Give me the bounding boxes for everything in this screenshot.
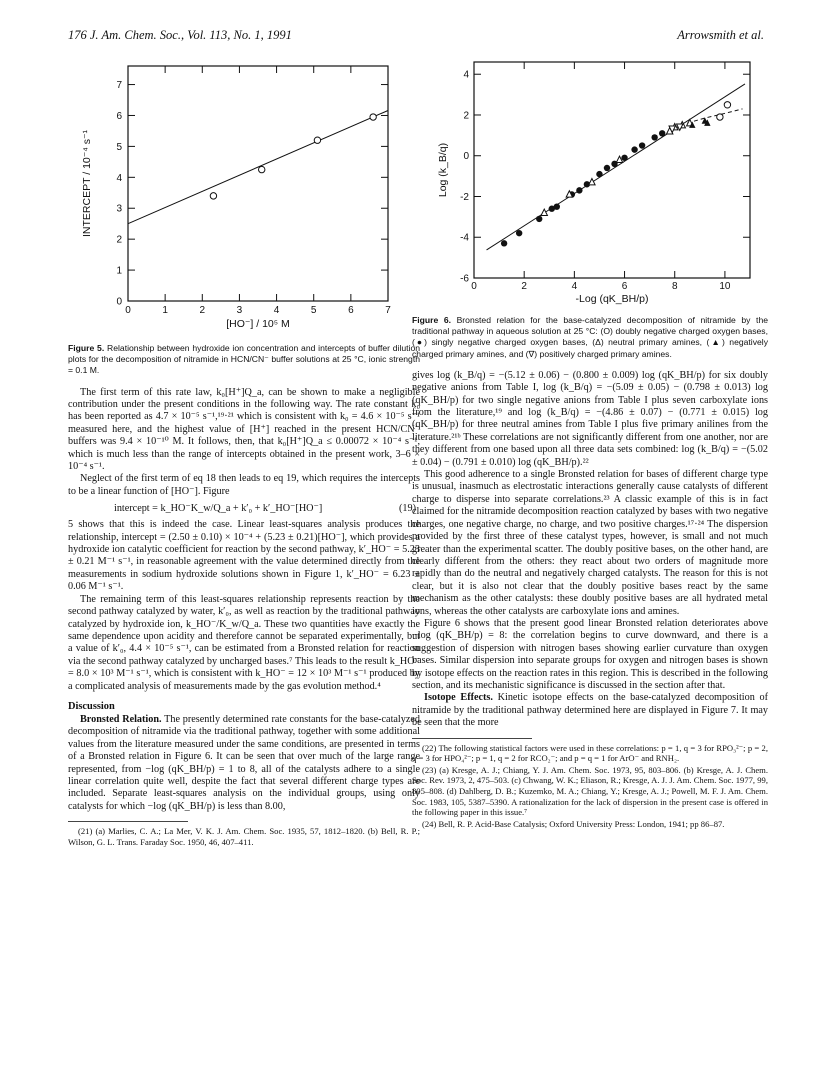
data-point	[717, 114, 723, 120]
x-tick-label: 0	[125, 305, 131, 316]
data-point	[554, 203, 560, 209]
footnote-rule	[412, 738, 532, 739]
plot-frame	[128, 66, 388, 301]
paragraph: Neglect of the first term of eq 18 then leads to eq 19, which requires the intercepts to be a linear function of [HO⁻]. Figure	[68, 473, 420, 497]
data-point	[541, 209, 547, 215]
y-tick-label: 4	[116, 172, 122, 184]
paragraph: Figure 6 shows that the present good linear Bronsted relation deteriorates above −log (qK_BH/p) = 8: the correlation begins to curve downward, and there is a suggestion of dispersion with nitrogen bases showing earlier curvature than oxygen bases. Similar dispersion into separate groups for oxygen and nitrogen bases is shown by isotope effects on the reaction rates in this region. This is described in the following section, and its mechanistic significance is discussed in the section after that.	[412, 617, 768, 691]
x-tick-label: 2	[521, 281, 527, 292]
data-point	[536, 216, 542, 222]
data-point	[259, 166, 265, 172]
y-axis-label: INTERCEPT / 10⁻⁴ s⁻¹	[81, 129, 93, 238]
figure-5-caption	[68, 343, 420, 377]
x-axis-label: -Log (qK_BH/p)	[575, 293, 649, 305]
y-tick-label: 0	[116, 296, 122, 308]
x-tick-label: 4	[571, 281, 578, 292]
paragraph	[68, 714, 420, 813]
paragraph	[412, 692, 768, 729]
right-column	[412, 56, 768, 830]
paragraph: 5 shows that this is indeed the case. Linear least-squares analysis produces the relationship, intercept = (2.50 ± 0.10) × 10⁻⁴ + (5.23 ± 0.21)[HO⁻], which provides a hydroxide ion catalytic coefficient for reaction by the second pathway, k′_HO⁻ = 5.23 ± 0.21 M⁻¹ s⁻¹, in reasonable agreement with the value determined directly from the measurements in sodium hydroxide solutions shown in Figure 1, k′_HO⁻ = 6.23 ± 0.06 M⁻¹ s⁻¹.	[68, 519, 420, 593]
figure-5	[68, 56, 420, 377]
data-point	[516, 230, 522, 236]
footnotes-left	[68, 821, 420, 847]
footnote-rule	[68, 821, 188, 822]
data-point	[576, 187, 582, 193]
data-point	[659, 130, 665, 136]
paragraph-body: The presently determined rate constants for the base-catalyzed decomposition of nitramide via the traditional pathway, together with some additional values from the literature measured under the same conditions, are presented in terms of a Bronsted relation in Figure 6. It can be seen that over much of the large range represented, from −log (qK_BH/p) = 1 to 8, all of the catalysts adhere to a single linear correlation quite well, despite the fact that several different charge types are included. Separate least-squares analysis on the individual groups, using only catalysts for which −log (qK_BH/p) is less than 8.00,	[68, 713, 420, 812]
y-tick-label: 0	[463, 151, 469, 163]
paragraph: gives log (k_B/q) = −(5.12 ± 0.06) − (0.800 ± 0.009) log (qK_BH/p) for six doubly negative anions from Table I, log (k_B/q) = −(5.09 ± 0.05) − (0.798 ± 0.013) log (qK_BH/p) for two single negative anions from Table I plus seven carboxylate ions from the literature,¹⁹ and log (k_B/q) = −(4.86 ± 0.07) − (0.771 ± 0.015) log (qK_BH/p) for three neutral amines from Table I plus five primary anilines from the literature.²¹ᵇ These correlations are not significantly different from one another, nor are they different from one based upon all three data sets combined: log (k_B/q) = −(5.02 ± 0.04) − (0.791 ± 0.010) log (qK_BH/p).²²	[412, 369, 768, 468]
equation-19	[68, 503, 420, 514]
paragraph-lead: Bronsted Relation.	[80, 713, 162, 725]
y-tick-label: 2	[463, 110, 469, 122]
figure-6-caption	[412, 315, 768, 360]
journal-citation: 176 J. Am. Chem. Soc., Vol. 113, No. 1, 1991	[68, 28, 292, 42]
paragraph-lead: Isotope Effects.	[424, 692, 493, 704]
data-point	[639, 142, 645, 148]
data-point	[604, 165, 610, 171]
data-point	[724, 102, 730, 108]
x-tick-label: 8	[671, 281, 678, 292]
y-tick-label: 2	[116, 234, 122, 246]
page-header	[68, 28, 764, 46]
figure-5-chart	[68, 56, 420, 334]
section-heading: Discussion	[68, 700, 115, 712]
data-point	[589, 179, 595, 185]
y-tick-label: 3	[116, 203, 122, 215]
figure-5-label: Figure 5.	[68, 343, 105, 353]
x-tick-label: 6	[348, 305, 354, 316]
footnote-22: (22) The following statistical factors were used in these correlations: p = 1, q = 3 for RPO₃²⁻; p = 2, q = 3 for HPO₄²⁻; p = 1, q = 2 for RCO₂⁻; and p = q = 1 for ArO⁻ and RNH₂.	[412, 742, 768, 764]
equation-expression: intercept = k_HO⁻K_w/Q_a + k′₀ + k′_HO⁻[HO⁻]	[114, 503, 323, 515]
data-point	[631, 146, 637, 152]
data-point	[596, 171, 602, 177]
y-tick-label: -6	[460, 273, 469, 285]
figure-5-caption-text: Relationship between hydroxide ion concentration and intercepts of buffer dilution plots for the decomposition of nitramide in HCN/CN⁻ buffer solutions at 25 °C, ionic strength = 0.1 M.	[68, 343, 420, 376]
x-axis-label: [HO⁻] / 10⁵ M	[226, 318, 290, 330]
equation-number: (19)	[399, 503, 416, 515]
x-tick-label: 0	[471, 281, 477, 292]
footnote-24: (24) Bell, R. P. Acid-Base Catalysis; Oxford University Press: London, 1941; pp 86–87.	[422, 818, 725, 829]
figure-6-caption-text: Bronsted relation for the base-catalyzed decomposition of nitramide by the traditional pathway in aqueous solution at 25 °C: (O) doubly negative charged oxygen bases, (●) singly negative charged oxygen bases, (Δ) neutral primary amines, (▲) negatively charged primary amines, and (∇) positively charged primary amines.	[412, 315, 768, 359]
plot-frame	[474, 62, 750, 278]
y-tick-label: 4	[463, 69, 469, 81]
figure-6-label: Figure 6.	[412, 315, 451, 325]
paragraph-body: Kinetic isotope effects on the base-catalyzed decomposition of nitramide by the traditional pathway determined here are displayed in Figure 7. It may be seen that the more	[412, 692, 768, 729]
footnotes-right	[412, 738, 768, 830]
y-tick-label: 1	[116, 265, 122, 277]
fit-line	[128, 110, 388, 223]
footnote-23: (23) (a) Kresge, A. J.; Chiang, Y. J. Am. Chem. Soc. 1973, 95, 803–806. (b) Kresge, A. J. Chem. Soc. Rev. 1973, 2, 475–503. (c) Chwang, W. K.; Eliason, R.; Kresge, A. J. J. Am. Chem. Soc. 1977, 99, 805–808. (d) Dahlberg, D. B.; Kuzemko, M. A.; Chiang, Y.; Kresge, A. J.; Powell, M. F. J. Am. Chem. Soc. 1983, 105, 5387–5390. A rationalization for the lack of dispersion in the present case is offered in the following paper in this issue.⁷	[412, 764, 768, 818]
y-tick-label: -4	[460, 232, 469, 244]
paragraph: The remaining term of this least-squares relationship represents reaction by the second pathway catalyzed by water, k′₀, as well as reaction by the traditional pathway catalyzed by hydroxide ion, k_HO⁻/K_w/Q_a. These two quantities have exactly the same dependence upon acidity and therefore cannot be separated experimentally, but a value of k′₀, 4.4 × 10⁻⁵ s⁻¹, can be estimated from a Bronsted relation for reaction via the second pathway catalyzed by uncharged bases.⁷ This leads to the result k_HO⁻ = 8.0 × 10³ M⁻¹ s⁻¹, which is consistent with k_HO⁻ = 12 × 10³ M⁻¹ s⁻¹ produced by a complicated analysis of measurements made by the gas evolution method.⁴	[68, 593, 420, 692]
data-point	[314, 137, 320, 143]
figure-6-chart	[412, 56, 768, 306]
x-tick-label: 7	[385, 305, 391, 316]
y-axis-label: Log (k_B/q)	[437, 142, 449, 198]
data-point	[621, 155, 627, 161]
data-point	[651, 134, 657, 140]
x-tick-label: 4	[273, 305, 280, 316]
y-tick-label: -2	[460, 191, 469, 203]
x-tick-label: 1	[162, 305, 168, 316]
left-column	[68, 56, 420, 848]
figure-6	[412, 56, 768, 360]
x-tick-label: 10	[719, 281, 731, 292]
data-point	[501, 240, 507, 246]
x-tick-label: 3	[236, 305, 243, 316]
x-tick-label: 2	[199, 305, 206, 316]
x-tick-label: 6	[621, 281, 628, 292]
authors: Arrowsmith et al.	[677, 28, 764, 42]
paragraph: This good adherence to a single Bronsted relation for bases of different charge type is unusual, inasmuch as electrostatic interactions generally cause catalysts of different charge to disperse into separate correlations.²³ A classic example of this is in fact claimed for the nitramide decomposition reaction catalyzed by bases with two negative charges, one negative charge, no charge, and two positive charges.¹⁷·²⁴ The dispersion provided by the first three of these catalyst types, however, is small and not much greater than the experimental scatter. The doubly positive bases, on the other hand, are clearly different from the others: they react about two orders of magnitude more rapidly than do the neutral and negatively charged catalysts. The reason for this is not clear, but it is also not clear that the doubly positive bases react by the same mechanism as the other catalysts: these doubly positive bases are all hydrated metal ions, whereas the other catalysts are carboxylate ions and amines.	[412, 469, 768, 617]
x-tick-label: 5	[310, 305, 317, 316]
y-tick-label: 5	[116, 141, 122, 153]
paragraph: The first term of this rate law, k₀[H⁺]Q_a, can be shown to make a negligible contribution under the present conditions in the following way. The rate constant k₀ has been reported as 4.7 × 10⁻⁵ s⁻¹,¹⁹·²¹ which is consistent with k₀ = 4.6 × 10⁻⁵ s⁻¹ measured here, and the highest value of [H⁺] reached in the present HCN/CN⁻ buffers was 9.4 × 10⁻¹⁰ M. It follows, then, that k₀[H⁺]Q_a ≤ 0.00072 × 10⁻⁴ s⁻¹, which is much less than the range of intercepts obtained in the present work, 3–6 × 10⁻⁴ s⁻¹.	[68, 386, 420, 473]
data-point	[210, 193, 216, 199]
fit-line	[487, 84, 745, 250]
data-point	[370, 114, 376, 120]
y-tick-label: 7	[116, 80, 122, 92]
y-tick-label: 6	[116, 110, 122, 122]
footnote-21: (21) (a) Marlies, C. A.; La Mer, V. K. J. Am. Chem. Soc. 1935, 57, 1812–1820. (b) Bell, R. P.; Wilson, G. L. Trans. Faraday Soc. 1950, 46, 407–411.	[68, 826, 420, 847]
